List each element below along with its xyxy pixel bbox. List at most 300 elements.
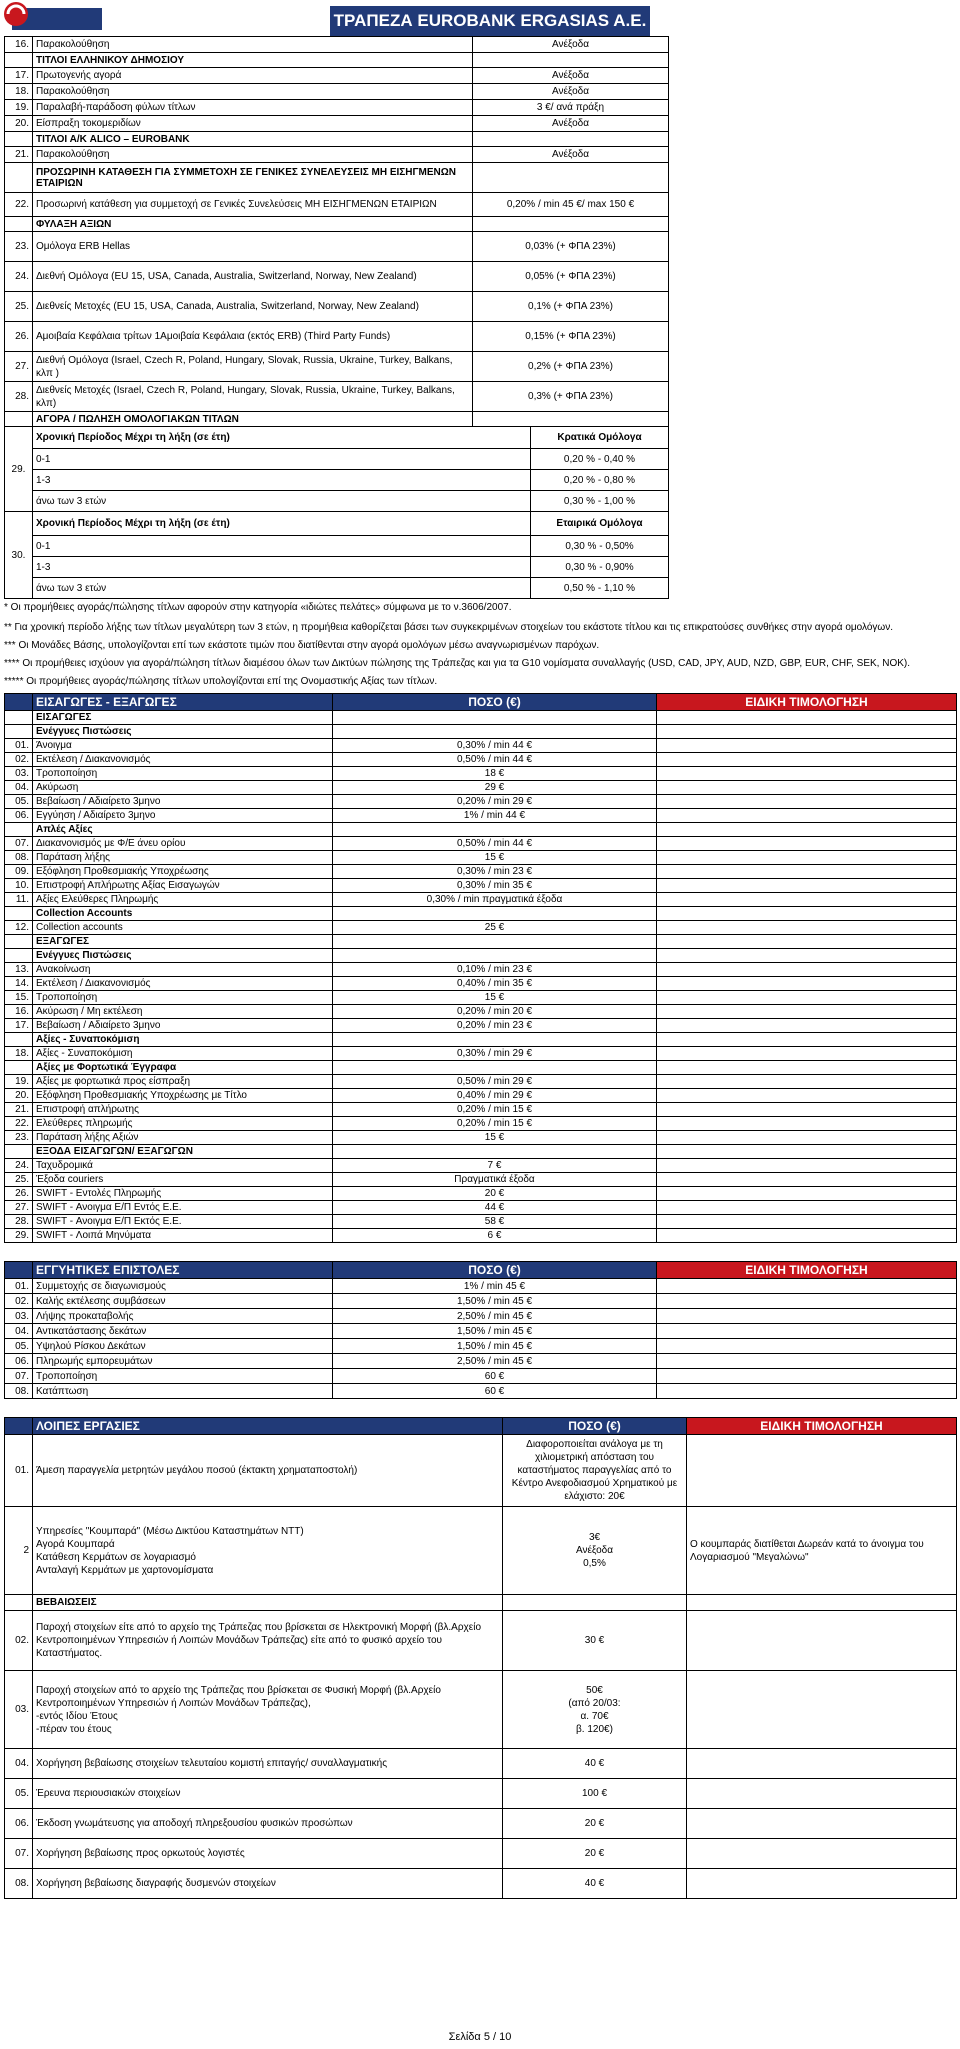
row-label: Collection accounts	[33, 921, 333, 935]
row-number: 08.	[5, 1384, 33, 1399]
table-row	[5, 837, 957, 851]
row-number: 16.	[5, 1005, 33, 1019]
page-number: Σελίδα 5 / 10	[448, 2031, 512, 2043]
row-value: Πραγματικά έξοδα	[333, 1173, 657, 1187]
row-number: 23.	[5, 1131, 33, 1145]
row-value: Ανέξοδα	[473, 84, 669, 100]
row-value: 60 €	[333, 1369, 657, 1384]
row-number: 03.	[5, 1671, 33, 1749]
row-value: 15 €	[333, 1131, 657, 1145]
row-label: Έρευνα περιουσιακών στοιχείων	[33, 1779, 503, 1809]
table-row	[5, 1117, 957, 1131]
row-label: Διεθνή Ομόλογα (Israel, Czech R, Poland, Hungary, Slovak, Russia, Ukraine, Turkey, Balkans, κλπ )	[33, 352, 473, 382]
row-number: 25.	[5, 1173, 33, 1187]
row-number: 01.	[5, 739, 33, 753]
row-value: 18 €	[333, 767, 657, 781]
table-row	[5, 116, 957, 132]
row-number: 29.	[5, 1229, 33, 1243]
row-label: Διεθνείς Μετοχές (EU 15, USA, Canada, Australia, Switzerland, Norway, New Zealand)	[33, 292, 473, 322]
row-label: Τροποποίηση	[33, 767, 333, 781]
footnote: ** Για χρονική περίοδο λήξης των τίτλων μεγαλύτερη των 3 ετών, η προμήθεια καθορίζεται βάσει των συγκεκριμένων στοιχείων του εκάστοτε τίτλου και τις επικρατούσες συνθήκες στην αγορά ομολόγων.	[4, 622, 894, 633]
row-number: 10.	[5, 879, 33, 893]
section-heading: ΤΙΤΛΟΙ Α/Κ ALICO – EUROBANK	[33, 132, 473, 147]
row-label: Χορήγηση βεβαίωσης στοιχείων τελευταίου κομιστή επιταγής/ συναλλαγματικής	[33, 1749, 503, 1779]
tariff-document	[4, 36, 956, 1899]
row-label: Προσωρινή κατάθεση για συμμετοχή σε Γενικές Συνελεύσεις ΜΗ ΕΙΣΗΓΜΕΝΩΝ ΕΤΑΙΡΙΩΝ	[33, 193, 473, 217]
row-value: 0,1% (+ ΦΠΑ 23%)	[473, 292, 669, 322]
section-heading-row	[5, 949, 957, 963]
row-label: Ταχυδρομικά	[33, 1159, 333, 1173]
row-value: 0,20% / min 15 €	[333, 1103, 657, 1117]
row-value: 0,20% / min 23 €	[333, 1019, 657, 1033]
table-row	[5, 781, 957, 795]
row-number: 22.	[5, 1117, 33, 1131]
row-label: Αξίες Ελεύθερες Πληρωμής	[33, 893, 333, 907]
section-heading: ΕΙΣΑΓΩΓΕΣ	[33, 711, 333, 725]
row-number: 15.	[5, 991, 33, 1005]
table-row	[5, 865, 957, 879]
row-label: Πληρωμής εμπορευμάτων	[33, 1354, 333, 1369]
table-row	[5, 879, 957, 893]
row-value: 0,30% / min 23 €	[333, 865, 657, 879]
other-special-header: ΕΙΔΙΚΗ ΤΙΜΟΛΟΓΗΣΗ	[687, 1418, 957, 1435]
row-label: Αξίες - Συναποκόμιση	[33, 1047, 333, 1061]
row-label: Εξόφληση Προθεσμιακής Υποχρέωσης με Τίτλο	[33, 1089, 333, 1103]
row-label: Παρακολούθηση	[33, 147, 473, 163]
section1-table	[4, 36, 957, 427]
row-value: 0,15% (+ ΦΠΑ 23%)	[473, 322, 669, 352]
row-value: 15 €	[333, 991, 657, 1005]
footnote: * Οι προμήθειες αγοράς/πώλησης τίτλων αφορούν στην κατηγορία «ιδιώτες πελάτες» σύμφωνα με το ν.3606/2007.	[4, 602, 512, 613]
table-row	[5, 1779, 957, 1809]
section-heading-row	[5, 132, 957, 147]
section-heading-row	[5, 1145, 957, 1159]
row-number: 27.	[5, 1201, 33, 1215]
row-label: Καλής εκτέλεσης συμβάσεων	[33, 1294, 333, 1309]
row-value: 0,50% / min 44 €	[333, 753, 657, 767]
bond-corp-period-header: Χρονική Περίοδος Μέχρι τη λήξη (σε έτη)	[33, 512, 531, 536]
other-title: ΛΟΙΠΕΣ ΕΡΓΑΣΙΕΣ	[33, 1418, 503, 1435]
row-label-line: -πέραν του έτους	[36, 1723, 112, 1735]
row-number: 20.	[5, 116, 33, 132]
guarantees-table	[4, 1261, 957, 1399]
section-heading-row	[5, 725, 957, 739]
section-heading: Ενέγγυες Πιστώσεις	[33, 725, 333, 739]
row-value: 0,20% / min 45 €/ max 150 €	[473, 193, 669, 217]
bond-corp-period: άνω των 3 ετών	[33, 578, 531, 599]
table-row	[5, 977, 957, 991]
table-row	[5, 921, 957, 935]
row-value-line: α. 70€	[580, 1710, 609, 1722]
section-heading: Απλές Αξίες	[33, 823, 333, 837]
row-label: Έξοδα couriers	[33, 1173, 333, 1187]
row-number: 2	[5, 1507, 33, 1595]
row-number: 03.	[5, 767, 33, 781]
row-label: Συμμετοχής σε διαγωνισμούς	[33, 1279, 333, 1294]
archive-physical-values	[503, 1671, 687, 1749]
section-heading-row	[5, 907, 957, 921]
row-value: 7 €	[333, 1159, 657, 1173]
table-row	[5, 1749, 957, 1779]
row-label: Διακανονισμός με Φ/Ε άνευ ορίου	[33, 837, 333, 851]
row-label: Ακύρωση / Μη εκτέλεση	[33, 1005, 333, 1019]
row-value: 0,3% (+ ΦΠΑ 23%)	[473, 382, 669, 412]
table-row	[5, 1103, 957, 1117]
other-services-table	[4, 1417, 957, 1899]
row-value: Ανέξοδα	[473, 68, 669, 84]
table-row	[5, 84, 957, 100]
row-label: SWIFT - Ανοιγμα Ε/Π Εκτός Ε.Ε.	[33, 1215, 333, 1229]
row-label: Λήψης προκαταβολής	[33, 1309, 333, 1324]
section-heading: ΦΥΛΑΞΗ ΑΞΙΩΝ	[33, 217, 473, 232]
row-value: 30 €	[503, 1611, 687, 1671]
row-value-line: 50€	[586, 1684, 603, 1696]
bond-corp-value: 0,50 % - 1,10 %	[531, 578, 669, 599]
eurobank-logo	[2, 0, 102, 30]
row-number: 07.	[5, 837, 33, 851]
row-value: Ανέξοδα	[473, 37, 669, 53]
row-value: 0,40% / min 29 €	[333, 1089, 657, 1103]
imex-special-header: ΕΙΔΙΚΗ ΤΙΜΟΛΟΓΗΣΗ	[657, 694, 957, 711]
row-value: 25 €	[333, 921, 657, 935]
section-heading-row	[5, 711, 957, 725]
table-row	[5, 1019, 957, 1033]
row-label: Κατάπτωση	[33, 1384, 333, 1399]
row-value: 1,50% / min 45 €	[333, 1294, 657, 1309]
table-row	[5, 1229, 957, 1243]
archive-physical-label	[33, 1671, 503, 1749]
row-label: Παροχή στοιχείων είτε από το αρχείο της Τράπεζας που βρίσκεται σε Ηλεκτρονική Μορφή (βλ.Αρχείο Κεντροποιημένων Υπηρεσιών ή Λοιπών Μονάδων Τράπεζας) είτε από το φυσικό αρχείο του Καταστήματος.	[33, 1611, 503, 1671]
imex-title: ΕΙΣΑΓΩΓΕΣ - ΕΞΑΓΩΓΕΣ	[33, 694, 333, 711]
row-value: 1,50% / min 45 €	[333, 1324, 657, 1339]
row-number: 13.	[5, 963, 33, 977]
row-value-line: 0,5%	[583, 1558, 606, 1569]
row-label: Ομόλογα ERB Hellas	[33, 232, 473, 262]
bond-gov-value: 0,20 % - 0,80 %	[531, 470, 669, 491]
row-value: Ανέξοδα	[473, 116, 669, 132]
bond-gov-period: 0-1	[33, 449, 531, 470]
row-number: 14.	[5, 977, 33, 991]
section-heading: Ενέγγυες Πιστώσεις	[33, 949, 333, 963]
table-row	[5, 1187, 957, 1201]
row-value: 3 €/ ανά πράξη	[473, 100, 669, 116]
table-row	[5, 1005, 957, 1019]
other-amount-header: ΠΟΣΟ (€)	[503, 1418, 687, 1435]
row-value: Διαφοροποιείται ανάλογα με τη χιλιομετρική απόσταση του καταστήματος παραγγελίας από το Κέντρο Ανεφοδιασμού Χρηματικού με ελάχιστο: 20€	[503, 1435, 687, 1507]
row-number: 02.	[5, 753, 33, 767]
row-label: Βεβαίωση / Αδιαίρετο 3μηνο	[33, 795, 333, 809]
row-value: 2,50% / min 45 €	[333, 1354, 657, 1369]
row-label: Εκτέλεση / Διακανονισμός	[33, 977, 333, 991]
row-special: Ο κουμπαράς διατίθεται Δωρεάν κατά το άνοιγμα του Λογαριασμού "Μεγαλώνω"	[687, 1507, 957, 1595]
bond-corp-value-header: Εταιρικά Ομόλογα	[531, 512, 669, 536]
bank-name-banner: ΤΡΑΠΕΖΑ EUROBANK ERGASIAS A.E.	[330, 6, 650, 36]
row-number: 07.	[5, 1369, 33, 1384]
row-label: SWIFT - Λοιπά Μηνύματα	[33, 1229, 333, 1243]
row-number: 09.	[5, 865, 33, 879]
bond-gov-value-header: Κρατικά Ομόλογα	[531, 427, 669, 449]
row-number: 02.	[5, 1294, 33, 1309]
section-heading-row	[5, 823, 957, 837]
table-row	[5, 1339, 957, 1354]
row-number: 19.	[5, 1075, 33, 1089]
row-number: 12.	[5, 921, 33, 935]
row-label: Παρακολούθηση	[33, 37, 473, 53]
table-row	[5, 1159, 957, 1173]
table-row	[5, 1047, 957, 1061]
row-label-line: Αγορά Κουμπαρά	[36, 1538, 115, 1550]
table-row	[5, 37, 957, 53]
row-number: 01.	[5, 1279, 33, 1294]
table-row	[5, 991, 957, 1005]
table-row	[5, 68, 957, 84]
row-value: 2,50% / min 45 €	[333, 1309, 657, 1324]
section-heading: ΤΙΤΛΟΙ ΕΛΛΗΝΙΚΟΥ ΔΗΜΟΣΙΟΥ	[33, 53, 473, 68]
section-heading: ΕΞΟΔΑ ΕΙΣΑΓΩΓΩΝ/ ΕΞΑΓΩΓΩΝ	[33, 1145, 333, 1159]
table-row	[5, 292, 957, 322]
row-value: 0,20% / min 29 €	[333, 795, 657, 809]
certificates-heading: ΒΕΒΑΙΩΣΕΙΣ	[33, 1595, 503, 1611]
row-label-line: -εντός Ιδίου Έτους	[36, 1710, 118, 1722]
row-number: 21.	[5, 1103, 33, 1117]
row-value-line: (από 20/03:	[568, 1697, 621, 1709]
table-row	[5, 1384, 957, 1399]
bond-gov-value: 0,20 % - 0,40 %	[531, 449, 669, 470]
table-row	[5, 753, 957, 767]
row-value: 0,05% (+ ΦΠΑ 23%)	[473, 262, 669, 292]
table-row	[5, 147, 957, 163]
bond-corp-num: 30.	[5, 512, 33, 599]
row-number: 28.	[5, 382, 33, 412]
table-row	[5, 1839, 957, 1869]
row-label: Παράταση λήξης Αξιών	[33, 1131, 333, 1145]
row-number: 17.	[5, 68, 33, 84]
row-value: Ανέξοδα	[473, 147, 669, 163]
row-label: Παραλαβή-παράδοση φύλων τίτλων	[33, 100, 473, 116]
row-value: 20 €	[333, 1187, 657, 1201]
table-row	[5, 739, 957, 753]
table-row	[5, 963, 957, 977]
row-label: Διεθνείς Μετοχές (Israel, Czech R, Poland, Hungary, Slovak, Russia, Ukraine, Turkey, Balkans, κλπ)	[33, 382, 473, 412]
section-heading: ΠΡΟΣΩΡΙΝΗ ΚΑΤΑΘΕΣΗ ΓΙΑ ΣΥΜΜΕΤΟΧΗ ΣΕ ΓΕΝΙΚΕΣ ΣΥΝΕΛΕΥΣΕΙΣ ΜΗ ΕΙΣΗΓΜΕΝΩΝ ΕΤΑΙΡΙΩΝ	[33, 163, 473, 193]
row-value: 44 €	[333, 1201, 657, 1215]
row-number: 16.	[5, 37, 33, 53]
row-number: 21.	[5, 147, 33, 163]
row-value: 6 €	[333, 1229, 657, 1243]
bond-corp-value: 0,30 % - 0,90%	[531, 557, 669, 578]
row-number: 28.	[5, 1215, 33, 1229]
row-label: Τροποποίηση	[33, 991, 333, 1005]
row-label: Χορήγηση βεβαίωσης προς ορκωτούς λογιστές	[33, 1839, 503, 1869]
row-value: 0,20% / min 20 €	[333, 1005, 657, 1019]
row-label: Αντικατάστασης δεκάτων	[33, 1324, 333, 1339]
table-row	[5, 1354, 957, 1369]
row-label-line: Υπηρεσίες "Κουμπαρά" (Μέσω Δικτύου Καταστημάτων ΝΤΤ)	[36, 1525, 304, 1537]
row-label: SWIFT - Ανοιγμα Ε/Π Εντός Ε.Ε.	[33, 1201, 333, 1215]
table-row	[5, 1075, 957, 1089]
table-row	[5, 1309, 957, 1324]
footnote: ***** Οι προμήθειες αγοράς/πώλησης τίτλων υπολογίζονται επί της Ονομαστικής Αξίας των τίτλων.	[4, 676, 438, 687]
bonds-table	[4, 426, 957, 599]
section-heading: ΑΓΟΡΑ / ΠΩΛΗΣΗ ΟΜΟΛΟΓΙΑΚΩΝ ΤΙΤΛΩΝ	[33, 412, 473, 427]
row-label-line: Ανταλαγή Κερμάτων με χαρτονομίσματα	[36, 1564, 214, 1576]
row-value: 0,40% / min 35 €	[333, 977, 657, 991]
table-row	[5, 1294, 957, 1309]
row-value: 0,03% (+ ΦΠΑ 23%)	[473, 232, 669, 262]
row-number: 05.	[5, 795, 33, 809]
row-number: 04.	[5, 1324, 33, 1339]
table-row	[5, 100, 957, 116]
row-number: 08.	[5, 851, 33, 865]
row-number: 26.	[5, 1187, 33, 1201]
table-row	[5, 1215, 957, 1229]
table-row	[5, 322, 957, 352]
row-number: 05.	[5, 1779, 33, 1809]
row-value: 40 €	[503, 1869, 687, 1899]
table-row	[5, 893, 957, 907]
section-heading-row	[5, 163, 957, 193]
row-value: 0,50% / min 44 €	[333, 837, 657, 851]
row-label: Παράταση λήξης	[33, 851, 333, 865]
row-value: 0,30% / min πραγματικά έξοδα	[333, 893, 657, 907]
table-row	[5, 352, 957, 382]
section-heading: Αξίες - Συναποκόμιση	[33, 1033, 333, 1047]
table-row	[5, 1131, 957, 1145]
imex-amount-header: ΠΟΣΟ (€)	[333, 694, 657, 711]
section-heading: ΕΞΑΓΩΓΕΣ	[33, 935, 333, 949]
row-label: Άμεση παραγγελία μετρητών μεγάλου ποσού (έκτακτη χρηματαποστολή)	[33, 1435, 503, 1507]
row-label: SWIFT - Εντολές Πληρωμής	[33, 1187, 333, 1201]
row-number: 06.	[5, 1354, 33, 1369]
row-number: 11.	[5, 893, 33, 907]
section-heading-row	[5, 935, 957, 949]
bond-gov-num: 29.	[5, 427, 33, 512]
koumparas-services	[33, 1507, 503, 1595]
row-number: 23.	[5, 232, 33, 262]
row-label: Πρωτογενής αγορά	[33, 68, 473, 84]
row-label: Άνοιγμα	[33, 739, 333, 753]
section-heading-row	[5, 1033, 957, 1047]
guarantees-amount-header: ΠΟΣΟ (€)	[333, 1262, 657, 1279]
row-value: 1% / min 44 €	[333, 809, 657, 823]
row-number: 04.	[5, 1749, 33, 1779]
row-value: 100 €	[503, 1779, 687, 1809]
table-row	[5, 232, 957, 262]
table-row	[5, 1201, 957, 1215]
bond-corp-value: 0,30 % - 0,50%	[531, 536, 669, 557]
row-number: 06.	[5, 1809, 33, 1839]
row-number: 27.	[5, 352, 33, 382]
row-value: 20 €	[503, 1809, 687, 1839]
table-row	[5, 382, 957, 412]
row-value: 1,50% / min 45 €	[333, 1339, 657, 1354]
imports-exports-table	[4, 693, 957, 1243]
row-label: Επιστροφή απλήρωτης	[33, 1103, 333, 1117]
bond-corp-period: 0-1	[33, 536, 531, 557]
row-number: 05.	[5, 1339, 33, 1354]
row-label: Επιστροφή Απλήρωτης Αξίας Εισαγωγών	[33, 879, 333, 893]
table-row	[5, 795, 957, 809]
table-row	[5, 1869, 957, 1899]
row-number: 17.	[5, 1019, 33, 1033]
row-value-line: 3€	[588, 1532, 601, 1543]
table-row	[5, 851, 957, 865]
row-value: 15 €	[333, 851, 657, 865]
row-number: 06.	[5, 809, 33, 823]
table-row	[5, 1324, 957, 1339]
row-label: Χορήγηση βεβαίωσης διαγραφής δυσμενών στοιχείων	[33, 1869, 503, 1899]
row-number: 03.	[5, 1309, 33, 1324]
guarantees-title: ΕΓΓΥΗΤΙΚΕΣ ΕΠΙΣΤΟΛΕΣ	[33, 1262, 333, 1279]
row-value: 0,2% (+ ΦΠΑ 23%)	[473, 352, 669, 382]
table-row	[5, 1173, 957, 1187]
row-number: 26.	[5, 322, 33, 352]
row-number: 07.	[5, 1839, 33, 1869]
bond-gov-period-header: Χρονική Περίοδος Μέχρι τη λήξη (σε έτη)	[33, 427, 531, 449]
row-label: Παρακολούθηση	[33, 84, 473, 100]
footnotes	[4, 601, 956, 689]
row-value: 40 €	[503, 1749, 687, 1779]
row-number: 24.	[5, 1159, 33, 1173]
row-number: 08.	[5, 1869, 33, 1899]
row-value: 58 €	[333, 1215, 657, 1229]
table-row	[5, 1089, 957, 1103]
row-value: 0,30% / min 35 €	[333, 879, 657, 893]
bond-gov-period: 1-3	[33, 470, 531, 491]
row-label: Διεθνή Ομόλογα (EU 15, USA, Canada, Australia, Switzerland, Norway, New Zealand)	[33, 262, 473, 292]
row-label: Εκτέλεση / Διακανονισμός	[33, 753, 333, 767]
row-label: Βεβαίωση / Αδιαίρετο 3μηνο	[33, 1019, 333, 1033]
footnote: **** Οι προμήθειες ισχύουν για αγορά/πώληση τίτλων διαμέσου όλων των Δικτύων πώλησης της Τράπεζας και για τα G10 νομίσματα συναλλαγής (USD, CAD, JPY, AUD, NZD, GBP, EUR, CHF, SEK, NOK).	[4, 658, 910, 669]
guarantees-special-header: ΕΙΔΙΚΗ ΤΙΜΟΛΟΓΗΣΗ	[657, 1262, 957, 1279]
row-number: 01.	[5, 1435, 33, 1507]
row-number: 18.	[5, 84, 33, 100]
row-number: 04.	[5, 781, 33, 795]
row-label: Ανακοίνωση	[33, 963, 333, 977]
table-row	[5, 767, 957, 781]
row-value: 0,20% / min 15 €	[333, 1117, 657, 1131]
row-label: Αξίες με φορτωτικά προς είσπραξη	[33, 1075, 333, 1089]
row-label: Εγγύηση / Αδιαίρετο 3μηνο	[33, 809, 333, 823]
table-row	[5, 193, 957, 217]
row-label: Υψηλού Ρίσκου Δεκάτων	[33, 1339, 333, 1354]
bond-gov-value: 0,30 % - 1,00 %	[531, 491, 669, 512]
row-number: 24.	[5, 262, 33, 292]
row-value-line: β. 120€)	[576, 1723, 613, 1735]
row-number: 20.	[5, 1089, 33, 1103]
row-value-line: Ανέξοδα	[575, 1545, 614, 1556]
section-heading: Collection Accounts	[33, 907, 333, 921]
row-number: 22.	[5, 193, 33, 217]
table-row	[5, 1279, 957, 1294]
row-label: Αμοιβαία Κεφάλαια τρίτων 1Αμοιβαία Κεφάλαια (εκτός ERB) (Third Party Funds)	[33, 322, 473, 352]
row-number: 25.	[5, 292, 33, 322]
row-label-line: Κατάθεση Κερμάτων σε λογαριασμό	[36, 1551, 196, 1563]
row-value: 0,10% / min 23 €	[333, 963, 657, 977]
row-value: 1% / min 45 €	[333, 1279, 657, 1294]
koumparas-values	[503, 1507, 687, 1595]
table-row	[5, 1369, 957, 1384]
section-heading-row	[5, 53, 957, 68]
row-label: Έκδοση γνωμάτευσης για αποδοχή πληρεξουσίου φυσικών προσώπων	[33, 1809, 503, 1839]
row-number: 18.	[5, 1047, 33, 1061]
row-value: 29 €	[333, 781, 657, 795]
table-row	[5, 809, 957, 823]
row-label: Είσπραξη τοκομεριδίων	[33, 116, 473, 132]
row-value: 20 €	[503, 1839, 687, 1869]
row-value: 60 €	[333, 1384, 657, 1399]
section-heading-row	[5, 217, 957, 232]
